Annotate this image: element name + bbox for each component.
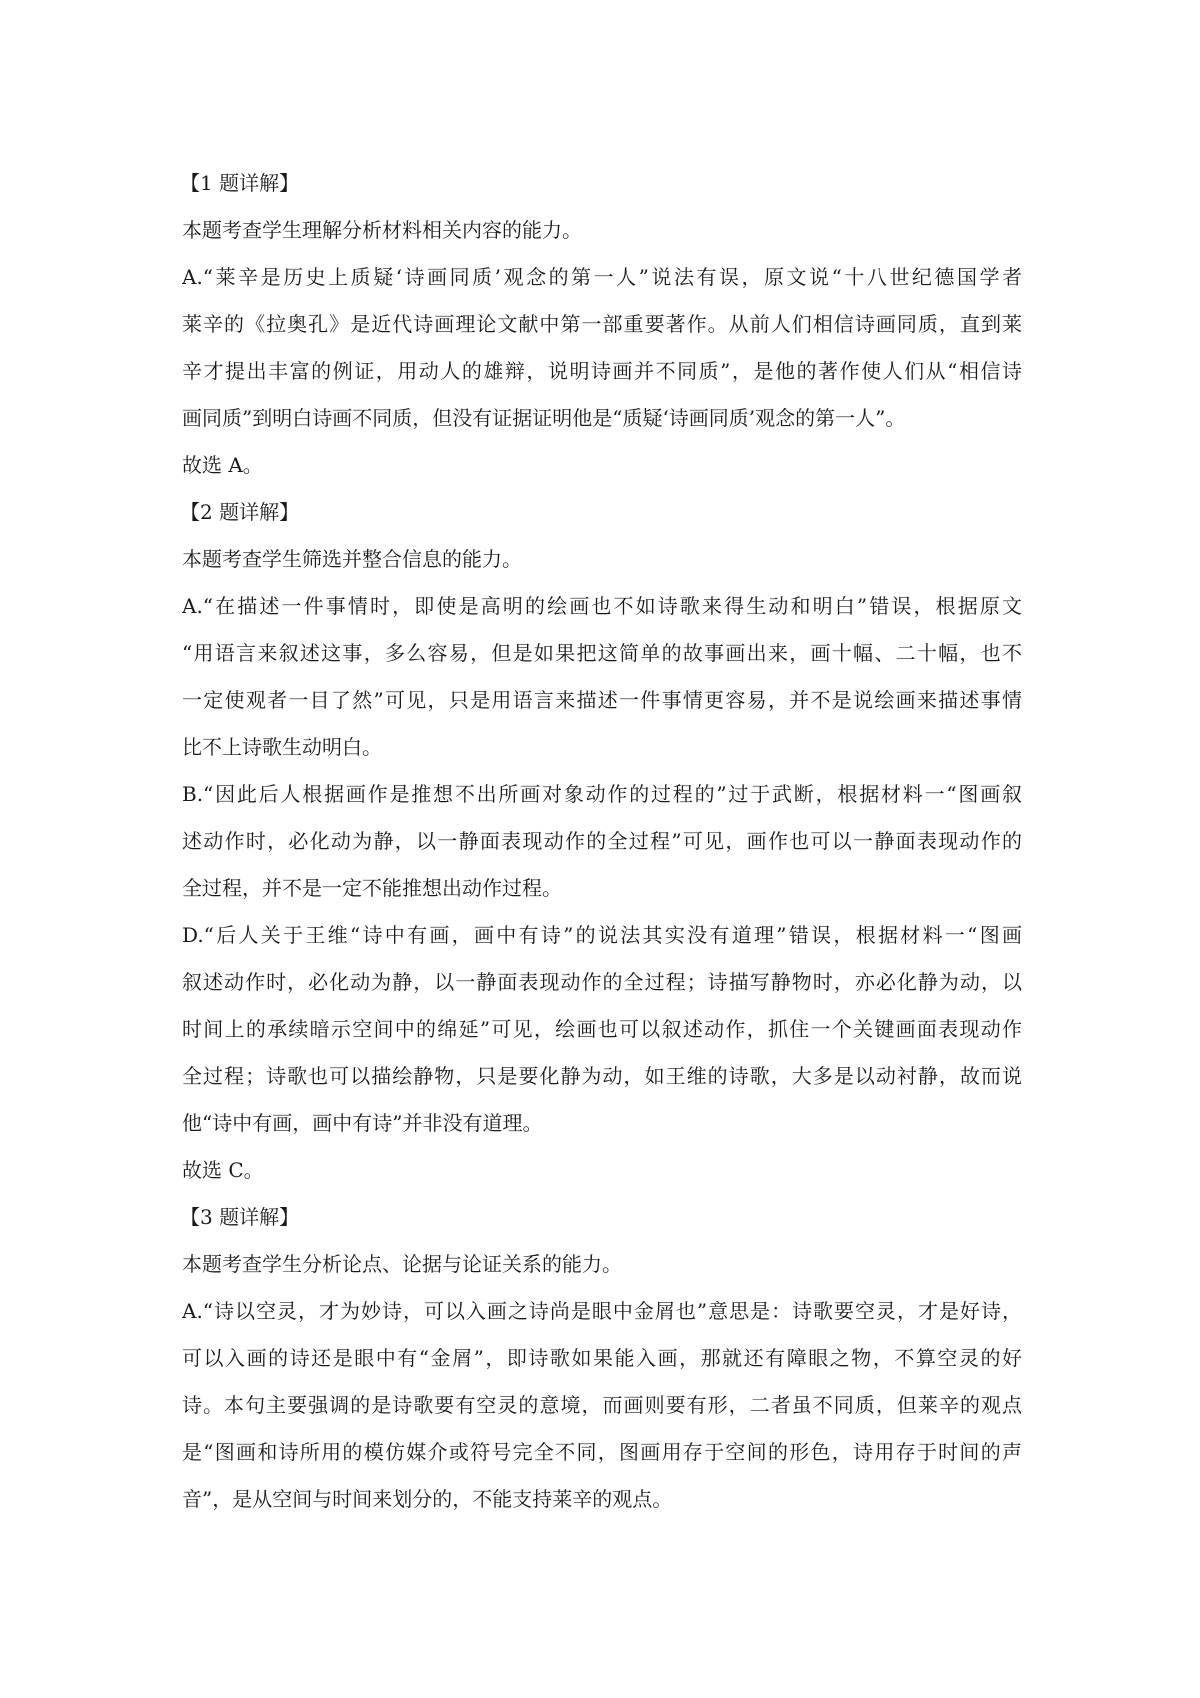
paragraph-line: 诗。本句主要强调的是诗歌要有空灵的意境，而画则要有形，二者虽不同质，但莱辛的观点 — [182, 1393, 1022, 1417]
paragraph-line: 辛才提出丰富的例证，用动人的雄辩，说明诗画并不同质”，是他的著作使人们从“相信诗 — [182, 359, 1022, 383]
paragraph-line: 全过程，并不是一定不能推想出动作过程。 — [182, 876, 562, 900]
document-page — [182, 160, 1022, 1523]
paragraph-line: 叙述动作时，必化动为静，以一静面表现动作的全过程；诗描写静物时，亦必化静为动，以 — [182, 970, 1022, 994]
paragraph-line: 时间上的承续暗示空间中的绵延”可见，绘画也可以叙述动作，抓住一个关键画面表现动作 — [182, 1017, 1022, 1041]
section-heading: 【1 题详解】 — [180, 171, 300, 195]
paragraph-line: 画同质”到明白诗画不同质，但没有证据证明他是“质疑‘诗画同质’观念的第一人”。 — [182, 406, 906, 430]
paragraph-line: 可以入画的诗还是眼中有“金屑”，即诗歌如果能入画，那就还有障眼之物，不算空灵的好 — [182, 1346, 1022, 1370]
paragraph-line: 比不上诗歌生动明白。 — [182, 735, 382, 759]
paragraph-line: A.“诗以空灵，才为妙诗，可以入画之诗尚是眼中金屑也”意思是：诗歌要空灵，才是好诗， — [182, 1299, 1022, 1323]
paragraph-line: 本题考查学生理解分析材料相关内容的能力。 — [182, 218, 582, 242]
paragraph-line: 本题考查学生筛选并整合信息的能力。 — [182, 547, 522, 571]
section-heading: 【3 题详解】 — [180, 1205, 300, 1229]
paragraph-line: 一定使观者一目了然”可见，只是用语言来描述一件事情更容易，并不是说绘画来描述事情 — [182, 688, 1022, 712]
paragraph-line: 音”，是从空间与时间来划分的，不能支持莱辛的观点。 — [182, 1487, 673, 1511]
paragraph-line: 是“图画和诗所用的模仿媒介或符号完全不同，图画用存于空间的形色，诗用存于时间的声 — [182, 1440, 1022, 1464]
paragraph-line: 故选 A。 — [182, 453, 263, 477]
paragraph-line: A.“在描述一件事情时，即使是高明的绘画也不如诗歌来得生动和明白”错误，根据原文 — [182, 594, 1022, 618]
paragraph-line: 全过程；诗歌也可以描绘静物，只是要化静为动，如王维的诗歌，大多是以动衬静，故而说 — [182, 1064, 1022, 1088]
paragraph-line: 他“诗中有画，画中有诗”并非没有道理。 — [182, 1111, 543, 1135]
paragraph-line: 述动作时，必化动为静，以一静面表现动作的全过程”可见，画作也可以一静面表现动作的 — [182, 829, 1022, 853]
paragraph-line: 本题考查学生分析论点、论据与论证关系的能力。 — [182, 1252, 622, 1276]
paragraph-line: B.“因此后人根据画作是推想不出所画对象动作的过程的”过于武断，根据材料一“图画叙 — [182, 782, 1022, 806]
section-heading: 【2 题详解】 — [180, 500, 300, 524]
paragraph-line: A.“莱辛是历史上质疑‘诗画同质’观念的第一人”说法有误，原文说“十八世纪德国学者 — [182, 265, 1022, 289]
paragraph-line: 故选 C。 — [182, 1158, 264, 1182]
paragraph-line: D.“后人关于王维“诗中有画，画中有诗”的说法其实没有道理”错误，根据材料一“图画 — [182, 923, 1022, 947]
paragraph-line: 莱辛的《拉奥孔》是近代诗画理论文献中第一部重要著作。从前人们相信诗画同质，直到莱 — [182, 312, 1022, 336]
paragraph-line: “用语言来叙述这事，多么容易，但是如果把这简单的故事画出来，画十幅、二十幅，也不 — [182, 641, 1022, 665]
